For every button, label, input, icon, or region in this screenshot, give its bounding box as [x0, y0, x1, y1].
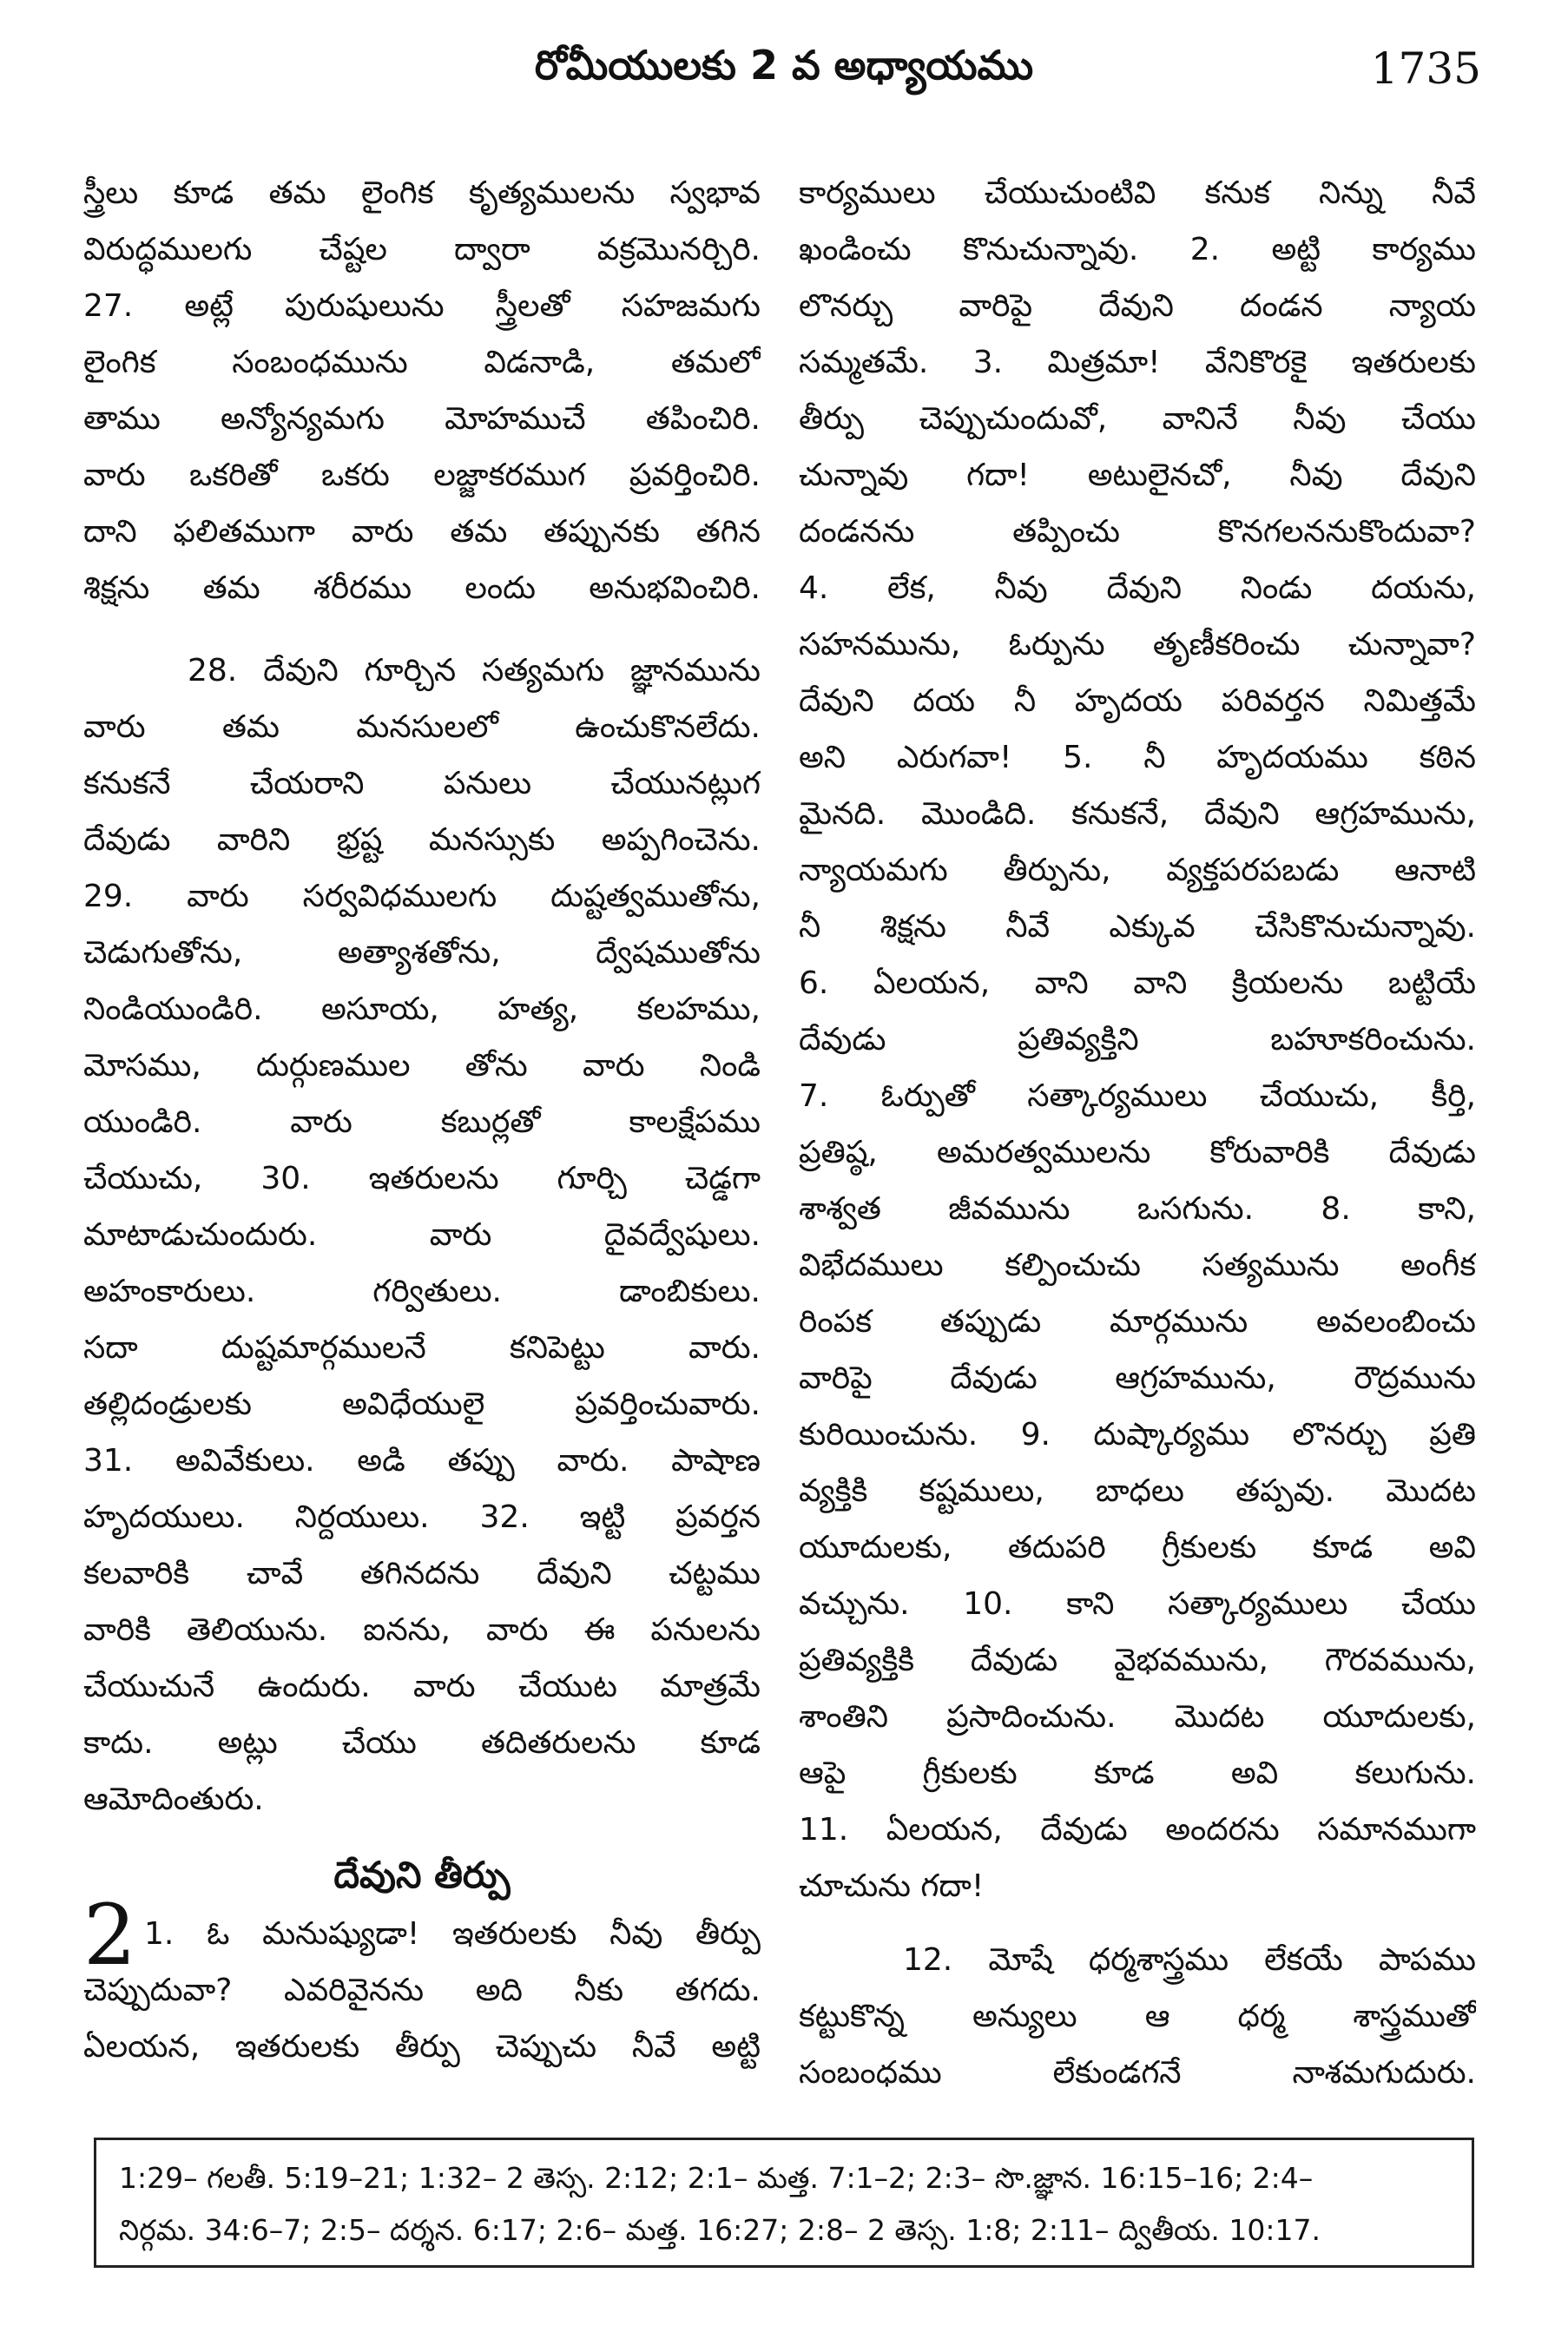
text-line: కట్టుకొన్న అన్యులు ఆ ధర్మ శాస్త్రముతో	[799, 1999, 1476, 2034]
text-line: లైంగిక సంబంధమును విడనాడి, తమలో	[83, 345, 761, 380]
text-line: విభేదములు కల్పించుచు సత్యమును అంగీక	[799, 1248, 1476, 1283]
text-line: దేవుడు ప్రతివ్యక్తిని బహూకరించును.	[799, 1022, 1476, 1057]
text-line: మైనది. మొండిది. కనుకనే, దేవుని ఆగ్రహమును,	[799, 796, 1476, 832]
footnote-line: నిర్గమ. 34:6–7; 2:5– దర్శన. 6:17; 2:6– మత్త. 16:27; 2:8– 2 తెస్స. 1:8; 2:11– ద్వితీయ. 10:17.	[119, 2213, 1321, 2247]
text-line: 1. ఓ మనుష్యుడా! ఇతరులకు నీవు తీర్పు	[144, 1916, 761, 1952]
text-line: వచ్చును. 10. కాని సత్కార్యములు చేయు	[799, 1586, 1476, 1622]
text-line: యూదులకు, తదుపరి గ్రీకులకు కూడ అవి	[799, 1530, 1476, 1565]
page-header	[87, 42, 1481, 111]
text-line: మాటాడుచుందురు. వారు దైవద్వేషులు.	[83, 1217, 761, 1253]
left-column	[83, 165, 761, 2075]
text-line: వారు ఒకరితో ఒకరు లజ్జాకరముగ ప్రవర్తించిరి.	[83, 458, 761, 493]
text-line: 28. దేవుని గూర్చిన సత్యమగు జ్ఞానమును	[188, 653, 761, 688]
text-line: దాని ఫలితముగా వారు తమ తప్పునకు తగిన	[83, 514, 761, 550]
footnotes-box	[94, 2138, 1474, 2268]
chapter-dropcap: 2	[83, 1887, 137, 1984]
page-number: 1735	[1370, 43, 1481, 94]
page-title: రోమీయులకు 2 వ అధ్యాయము	[534, 42, 1034, 89]
text-line: రింపక తప్పుడు మార్గమును అవలంబించు	[799, 1304, 1476, 1340]
text-line: విరుద్ధములగు చేష్టల ద్వారా వక్రమొనర్చిరి.	[83, 232, 761, 267]
section-heading: దేవుని తీర్పు	[333, 1854, 511, 1896]
text-line: సంబంధము లేకుండగనే నాశమగుదురు.	[799, 2055, 1476, 2091]
text-line: కురియించును. 9. దుష్కార్యము లొనర్చు ప్రతి	[799, 1417, 1476, 1453]
text-line: కార్యములు చేయుచుంటివి కనుక నిన్ను నీవే	[799, 175, 1476, 211]
right-paragraph-1	[799, 165, 1476, 1914]
text-line: 6. ఏలయన, వాని వాని క్రియలను బట్టియే	[799, 965, 1476, 1001]
text-line: 27. అట్లే పురుషులును స్త్రీలతో సహజమగు	[83, 288, 761, 324]
text-line: కలవారికి చావే తగినదను దేవుని చట్టము	[83, 1556, 761, 1591]
chapter-start	[83, 1887, 761, 2075]
right-paragraph-2	[799, 1932, 1476, 2101]
text-line: యుండిరి. వారు కబుర్లతో కాలక్షేపము	[83, 1104, 761, 1140]
text-line: శాశ్వత జీవమును ఒసగును. 8. కాని,	[799, 1191, 1476, 1227]
text-line: చేయుచునే ఉందురు. వారు చేయుట మాత్రమే	[83, 1669, 761, 1704]
text-line: చెడుగుతోను, అత్యాశతోను, ద్వేషముతోను	[83, 935, 761, 971]
left-paragraph-1	[83, 165, 761, 616]
text-line: సహనమును, ఓర్పును తృణీకరించు చున్నావా?	[799, 627, 1476, 662]
text-line: లొనర్చు వారిపై దేవుని దండన న్యాయ	[799, 288, 1476, 324]
text-line: తల్లిదండ్రులకు అవిధేయులై ప్రవర్తించువారు.	[83, 1387, 761, 1422]
text-line: 7. ఓర్పుతో సత్కార్యములు చేయుచు, కీర్తి,	[799, 1078, 1476, 1114]
text-line: 31. అవివేకులు. అడి తప్పు వారు. పాషాణ	[83, 1443, 761, 1479]
text-line: చూచును గదా!	[799, 1868, 985, 1904]
text-line: కనుకనే చేయరాని పనులు చేయునట్లుగ	[83, 766, 761, 801]
text-line: ఆమోదింతురు.	[83, 1782, 264, 1817]
text-line: 12. మోషే ధర్మశాస్త్రము లేకయే పాపము	[903, 1942, 1476, 1978]
text-line: 11. ఏలయన, దేవుడు అందరను సమానముగా	[799, 1812, 1476, 1848]
left-paragraph-2	[83, 642, 761, 1828]
text-line: వారికి తెలియును. ఐనను, వారు ఈ పనులను	[83, 1612, 761, 1648]
text-line: ఆపై గ్రీకులకు కూడ అవి కలుగును.	[799, 1756, 1476, 1791]
text-line: కాదు. అట్లు చేయు తదితరులను కూడ	[83, 1725, 761, 1761]
text-line: అహంకారులు. గర్వితులు. డాంబికులు.	[83, 1274, 761, 1309]
right-column	[799, 165, 1476, 2101]
text-line: హృదయులు. నిర్దయులు. 32. ఇట్టి ప్రవర్తన	[83, 1499, 761, 1535]
text-line: 29. వారు సర్వవిధములగు దుష్టత్వముతోను,	[83, 879, 761, 914]
text-line: సమ్మతమే. 3. మిత్రమా! వేనికొరకై ఇతరులకు	[799, 345, 1476, 380]
text-line: చెప్పుదువా? ఎవరివైనను అది నీకు తగదు.	[83, 1973, 761, 2008]
text-line: స్త్రీలు కూడ తమ లైంగిక కృత్యములను స్వభావ	[83, 175, 761, 211]
text-line: దేవుడు వారిని భ్రష్ట మనస్సుకు అప్పగించెను.	[83, 822, 761, 858]
footnote-line: 1:29– గలతీ. 5:19–21; 1:32– 2 తెస్స. 2:12; 2:1– మత్త. 7:1–2; 2:3– సొ.జ్ఞాన. 16:15–16; 2:4–	[119, 2161, 1314, 2195]
text-line: సదా దుష్టమార్గములనే కనిపెట్టు వారు.	[83, 1330, 761, 1366]
text-line: శాంతిని ప్రసాదించును. మొదట యూదులకు,	[799, 1699, 1476, 1735]
text-line: దేవుని దయ నీ హృదయ పరివర్తన నిమిత్తమే	[799, 683, 1476, 719]
text-line: తీర్పు చెప్పుచుందువో, వానినే నీవు చేయు	[799, 401, 1476, 437]
text-line: నీ శిక్షను నీవే ఎక్కువ చేసికొనుచున్నావు.	[799, 909, 1476, 945]
text-line: వారు తమ మనసులలో ఉంచుకొనలేదు.	[83, 709, 761, 745]
text-line: ప్రతిష్ఠ, అమరత్వములను కోరువారికి దేవుడు	[799, 1135, 1476, 1170]
text-line: చేయుచు, 30. ఇతరులను గూర్చి చెడ్డగా	[83, 1161, 761, 1196]
text-line: వారిపై దేవుడు ఆగ్రహమును, రౌద్రమును	[799, 1360, 1476, 1396]
text-line: ప్రతివ్యక్తికి దేవుడు వైభవమును, గౌరవమును,	[799, 1643, 1476, 1678]
text-line: తాము అన్యోన్యమగు మోహముచే తపించిరి.	[83, 401, 761, 437]
text-line: ఖండించు కొనుచున్నావు. 2. అట్టి కార్యము	[799, 232, 1476, 267]
text-line: ఏలయన, ఇతరులకు తీర్పు చెప్పుచు నీవే అట్టి	[83, 2029, 761, 2065]
text-line: నిండియుండిరి. అసూయ, హత్య, కలహము,	[83, 992, 761, 1027]
text-line: అని ఎరుగవా! 5. నీ హృదయము కఠిన	[799, 740, 1476, 775]
text-line: శిక్షను తమ శరీరము లందు అనుభవించిరి.	[83, 570, 761, 606]
text-line: దండనను తప్పించు కొనగలననుకొందువా?	[799, 514, 1476, 550]
text-line: 4. లేక, నీవు దేవుని నిండు దయను,	[799, 570, 1476, 606]
text-line: చున్నావు గదా! అటులైనచో, నీవు దేవుని	[799, 458, 1476, 493]
text-line: వ్యక్తికి కష్టములు, బాధలు తప్పవు. మొదట	[799, 1473, 1476, 1509]
text-line: మోసము, దుర్గుణముల తోను వారు నిండి	[83, 1048, 761, 1084]
text-line: న్యాయమగు తీర్పును, వ్యక్తపరపబడు ఆనాటి	[799, 853, 1476, 888]
